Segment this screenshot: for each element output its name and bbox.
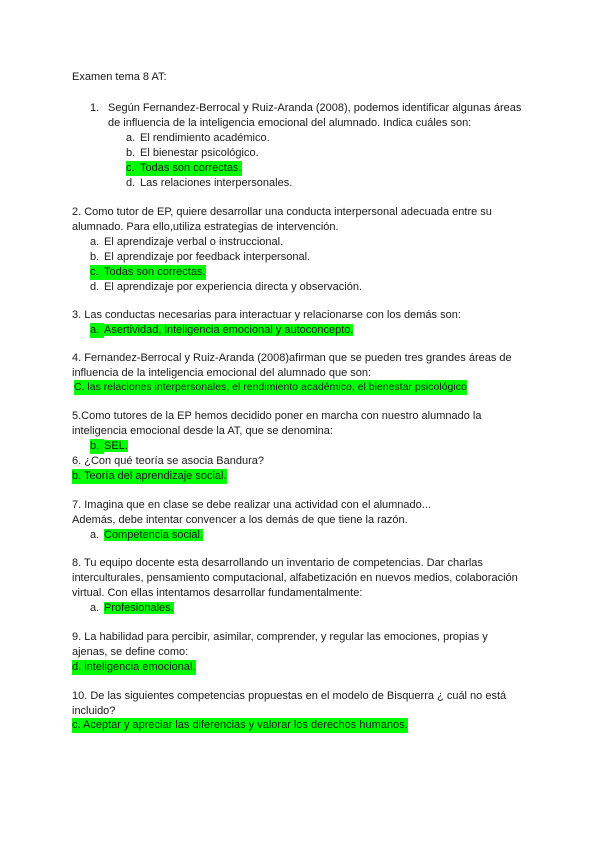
q4-line-2: influencia de la inteligencia emocional del alumnado que son: xyxy=(72,367,372,379)
q10-line-1: 10. De las siguientes competencias propuestas en el modelo de Bisquerra ¿ cuál no está xyxy=(72,690,507,702)
q2-line-2: alumnado. Para ello,utiliza estrategias de intervención. xyxy=(72,221,339,233)
q2-option-d: d. El aprendizaje por experiencia directa y observación. xyxy=(90,281,363,293)
q7-line-2: Además, debe intentar convencer a los demás de que tiene la razón. xyxy=(72,514,408,526)
q1-option-a: a. El rendimiento académico. xyxy=(126,132,270,144)
q9-line-1: 9. La habilidad para percibir, asimilar, comprender, y regular las emociones, propias y xyxy=(72,631,488,643)
exam-title: Examen tema 8 AT: xyxy=(72,71,167,83)
q2-line-1: 2. Como tutor de EP, quiere desarrollar una conducta interpersonal adecuada entre su xyxy=(72,206,492,218)
q1-option-b: b. El bienestar psicológico. xyxy=(126,147,259,159)
q5-line-1: 5.Como tutores de la EP hemos decidido poner en marcha con nuestro alumnado la xyxy=(72,410,482,422)
q3-answer: a. Asertividad, inteligencia emocional y autoconcepto. xyxy=(90,324,354,336)
q8-answer: a. Profesionales. xyxy=(90,602,174,614)
q1-option-d: d. Las relaciones interpersonales. xyxy=(126,177,293,189)
q5-answer: b. SEL. xyxy=(90,440,128,452)
q2-option-c-correct: c. Todas son correctas. xyxy=(90,266,206,278)
q3-line-1: 3. Las conductas necesarias para interactuar y relacionarse con los demás son: xyxy=(72,309,461,321)
q4-line-1: 4. Fernandez-Berrocal y Ruiz-Aranda (2008)afirman que se pueden tres grandes áreas de xyxy=(72,352,512,364)
q7-line-1: 7. Imagina que en clase se debe realizar una actividad con el alumnado... xyxy=(72,499,431,511)
q10-answer: c. Aceptar y apreciar las diferencias y valorar los derechos humanos. xyxy=(72,719,408,731)
q1-number: 1. xyxy=(90,102,100,114)
q6-answer: b. Teoría del aprendizaje social. xyxy=(72,470,227,482)
q8-line-3: virtual. Con ellas intentamos desarrollar fundamentalmente: xyxy=(72,587,363,599)
q7-answer: a. Competencia social. xyxy=(90,529,204,541)
q1-option-c-correct: c. Todas son correctas. xyxy=(126,162,242,174)
q2-option-a: a. El aprendizaje verbal o instruccional. xyxy=(90,236,284,248)
q6-line-1: 6. ¿Con qué teoría se asocia Bandura? xyxy=(72,455,265,467)
q5-line-2: inteligencia emocional desde la AT, que se denomina: xyxy=(72,425,333,437)
q4-answer: C. las relaciones interpersonales, el rendimiento académico, el bienestar psicológico xyxy=(74,381,467,393)
q2-option-b: b. El aprendizaje por feedback interpersonal. xyxy=(90,251,311,263)
q8-line-1: 8. Tu equipo docente esta desarrollando un inventario de competencias. Dar charlas xyxy=(72,557,483,569)
q1-line-1: Según Fernandez-Berrocal y Ruiz-Aranda (2008), podemos identificar algunas áreas xyxy=(108,102,522,114)
q10-line-2: incluido? xyxy=(72,705,116,717)
q9-line-2: ajenas, se define como: xyxy=(72,646,189,658)
q1-line-2: de influencia de la inteligencia emocional del alumnado. Indica cuáles son: xyxy=(108,117,472,129)
q9-answer: d. inteligencia emocional. xyxy=(72,661,196,673)
q8-line-2: interculturales, pensamiento computacional, alfabetización en nuevos medios, colaboración xyxy=(72,572,518,584)
